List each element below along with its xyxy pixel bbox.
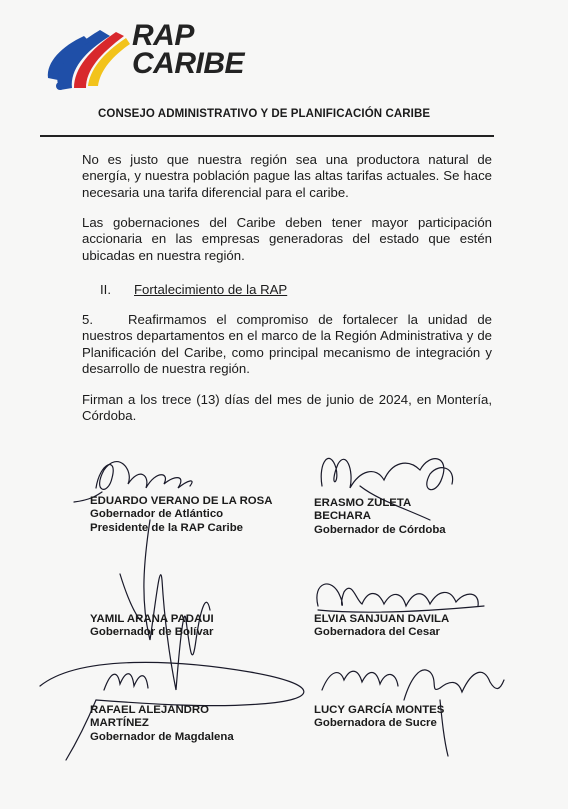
- section-title: Fortalecimiento de la RAP: [134, 282, 288, 297]
- paragraph-number: 5.: [82, 312, 93, 327]
- signatory-martinez: [90, 704, 260, 744]
- signatory-name: ELVIA SANJUAN DAVILA: [314, 613, 450, 625]
- logo-mark-icon: [40, 18, 132, 96]
- section-number: II.: [100, 282, 111, 297]
- logo-wordmark: [132, 19, 245, 80]
- signatory-role: Gobernador de Bolívar: [90, 626, 214, 639]
- signatory-zuleta: [314, 497, 464, 537]
- paragraph-participation: Las gobernaciones del Caribe deben tener mayor participación accionaria en las empresas generadoras del estado que estén ubicadas en nuestra región.: [82, 215, 492, 263]
- signatory-name: EDUARDO VERANO DE LA ROSA: [90, 495, 273, 507]
- logo-line-2: CARIBE: [132, 47, 245, 80]
- signatory-role: Gobernadora de Sucre: [314, 717, 437, 730]
- rap-caribe-logo: [40, 18, 245, 96]
- signatory-name: LUCY GARCÍA MONTES: [314, 704, 445, 716]
- signatory-garcia: [314, 704, 504, 731]
- signatory-role: Gobernadora del Cesar: [314, 626, 440, 639]
- council-heading: CONSEJO ADMINISTRATIVO Y DE PLANIFICACIÓN CARIBE: [98, 108, 431, 120]
- signatory-sanjuan: [314, 613, 514, 640]
- paragraph-signing-date: Firman a los trece (13) días del mes de junio de 2024, en Montería, Córdoba.: [82, 392, 492, 424]
- signatory-role: Gobernador de Córdoba: [314, 523, 446, 536]
- signatory-arana: [90, 613, 290, 640]
- signatory-verano: [90, 495, 280, 535]
- signatory-name: YAMIL ARANA PADAUI: [90, 613, 214, 625]
- paragraph-commitment-text: Reafirmamos el compromiso de fortalecer la unidad de nuestros departamentos en el marco de la Región Administrativa y de Planificación del Caribe, como principal mecanismo de integración y desarrollo de nuestra región.: [82, 312, 492, 377]
- signatory-name: ERASMO ZULETA BECHARA: [314, 497, 411, 523]
- signatory-role: Gobernador de Magdalena: [90, 730, 234, 743]
- paragraph-energy: No es justo que nuestra región sea una productora natural de energía, y nuestra población pague las altas tarifas actuales. Se hace necesaria una tarifa diferencial para el caribe.: [82, 152, 492, 200]
- header-divider: [40, 135, 494, 137]
- signatory-name: RAFAEL ALEJANDRO MARTÍNEZ: [90, 704, 209, 730]
- paragraph-commitment: [82, 312, 492, 378]
- logo-line-1: RAP: [132, 19, 194, 52]
- section-heading: [100, 282, 287, 297]
- signatory-role: Gobernador de Atlántico Presidente de la RAP Caribe: [90, 508, 243, 534]
